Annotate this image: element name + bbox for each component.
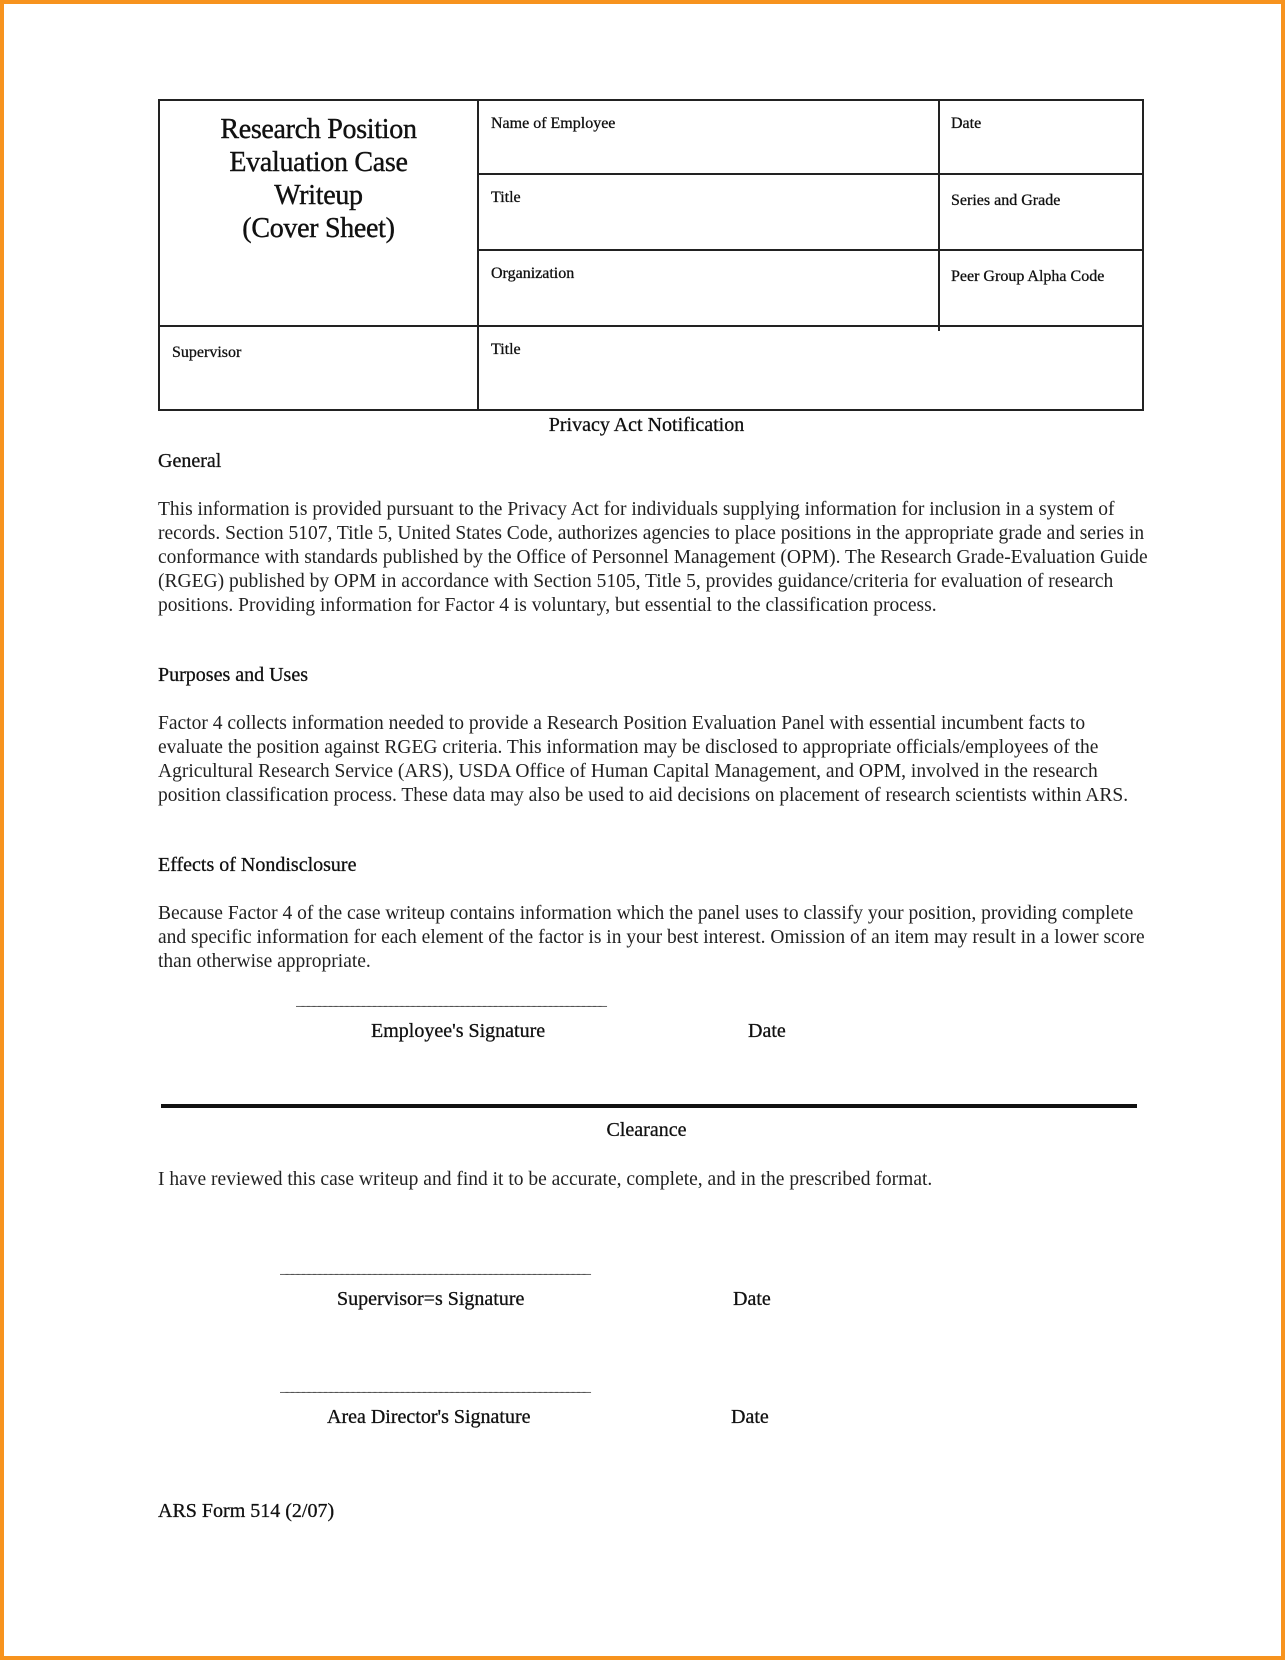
general-paragraph: This information is provided pursuant to the Privacy Act for individuals supplying information for inclusion in a system of records. Section 5107, Title 5, United States Code, authorizes agencies to place positions in the appropriate grade and series in conformance with standards published by the Office of Personnel Management (OPM). The Research Grade-Evaluation Guide (RGEG) published by OPM in accordance with Section 5105, Title 5, provides guidance/criteria for evaluation of research positions. Providing information for Factor 4 is voluntary, but essential to the classification process.	[158, 499, 1148, 616]
supervisor-signature-line[interactable]: ________________________________________________________	[280, 1262, 589, 1278]
purposes-paragraph: Factor 4 collects information needed to provide a Research Position Evaluation Panel with essential incumbent facts to evaluate the position against RGEG criteria. This information may be disclosed to appropriate officials/employees of the Agricultural Research Service (ARS), USDA Office of Human Capital Management, and OPM, involved in the research position classification process. These data may also be used to aid decisions on placement of research scientists within ARS.	[158, 713, 1129, 806]
area-director-signature-label: Area Director's Signature	[327, 1406, 531, 1428]
title-field[interactable]: Title	[491, 189, 521, 206]
form-title-line: Writeup	[274, 180, 363, 211]
name-of-employee-field[interactable]: Name of Employee	[491, 115, 616, 132]
form-title	[160, 113, 477, 245]
area-director-signature-date-label: Date	[731, 1406, 769, 1428]
series-and-grade-field[interactable]: Series and Grade	[951, 192, 1061, 209]
effects-heading: Effects of Nondisclosure	[158, 854, 357, 876]
area-director-signature-line[interactable]: ________________________________________________________	[280, 1380, 589, 1396]
supervisor-signature-date-label: Date	[733, 1288, 771, 1310]
general-heading: General	[158, 450, 222, 472]
supervisor-signature-label: Supervisor=s Signature	[337, 1288, 525, 1310]
employee-signature-date-label: Date	[748, 1020, 786, 1042]
peer-group-alpha-code-field[interactable]: Peer Group Alpha Code	[951, 268, 1105, 285]
purposes-heading: Purposes and Uses	[158, 664, 308, 686]
supervisor-field[interactable]: Supervisor	[172, 344, 242, 361]
form-title-line: (Cover Sheet)	[242, 213, 395, 244]
effects-paragraph: Because Factor 4 of the case writeup contains information which the panel uses to classify your position, providing complete and specific information for each element of the factor is in your best interest. Omission of an item may result in a lower score than otherwise appropriate.	[158, 903, 1145, 972]
clearance-heading: Clearance	[606, 1119, 687, 1141]
section-divider	[161, 1104, 1137, 1108]
form-title-line: Research Position	[220, 114, 417, 145]
header-table	[158, 99, 1144, 411]
privacy-act-heading: Privacy Act Notification	[548, 414, 745, 436]
organization-field[interactable]: Organization	[491, 265, 575, 282]
clearance-paragraph: I have reviewed this case writeup and find it to be accurate, complete, and in the prescribed format.	[158, 1169, 933, 1190]
date-field[interactable]: Date	[951, 115, 982, 132]
form-title-line: Evaluation Case	[229, 147, 408, 178]
employee-signature-line[interactable]: ________________________________________________________	[296, 994, 605, 1010]
employee-signature-label: Employee's Signature	[371, 1020, 546, 1042]
supervisor-title-field[interactable]: Title	[491, 341, 521, 358]
form-id: ARS Form 514 (2/07)	[158, 1500, 335, 1522]
